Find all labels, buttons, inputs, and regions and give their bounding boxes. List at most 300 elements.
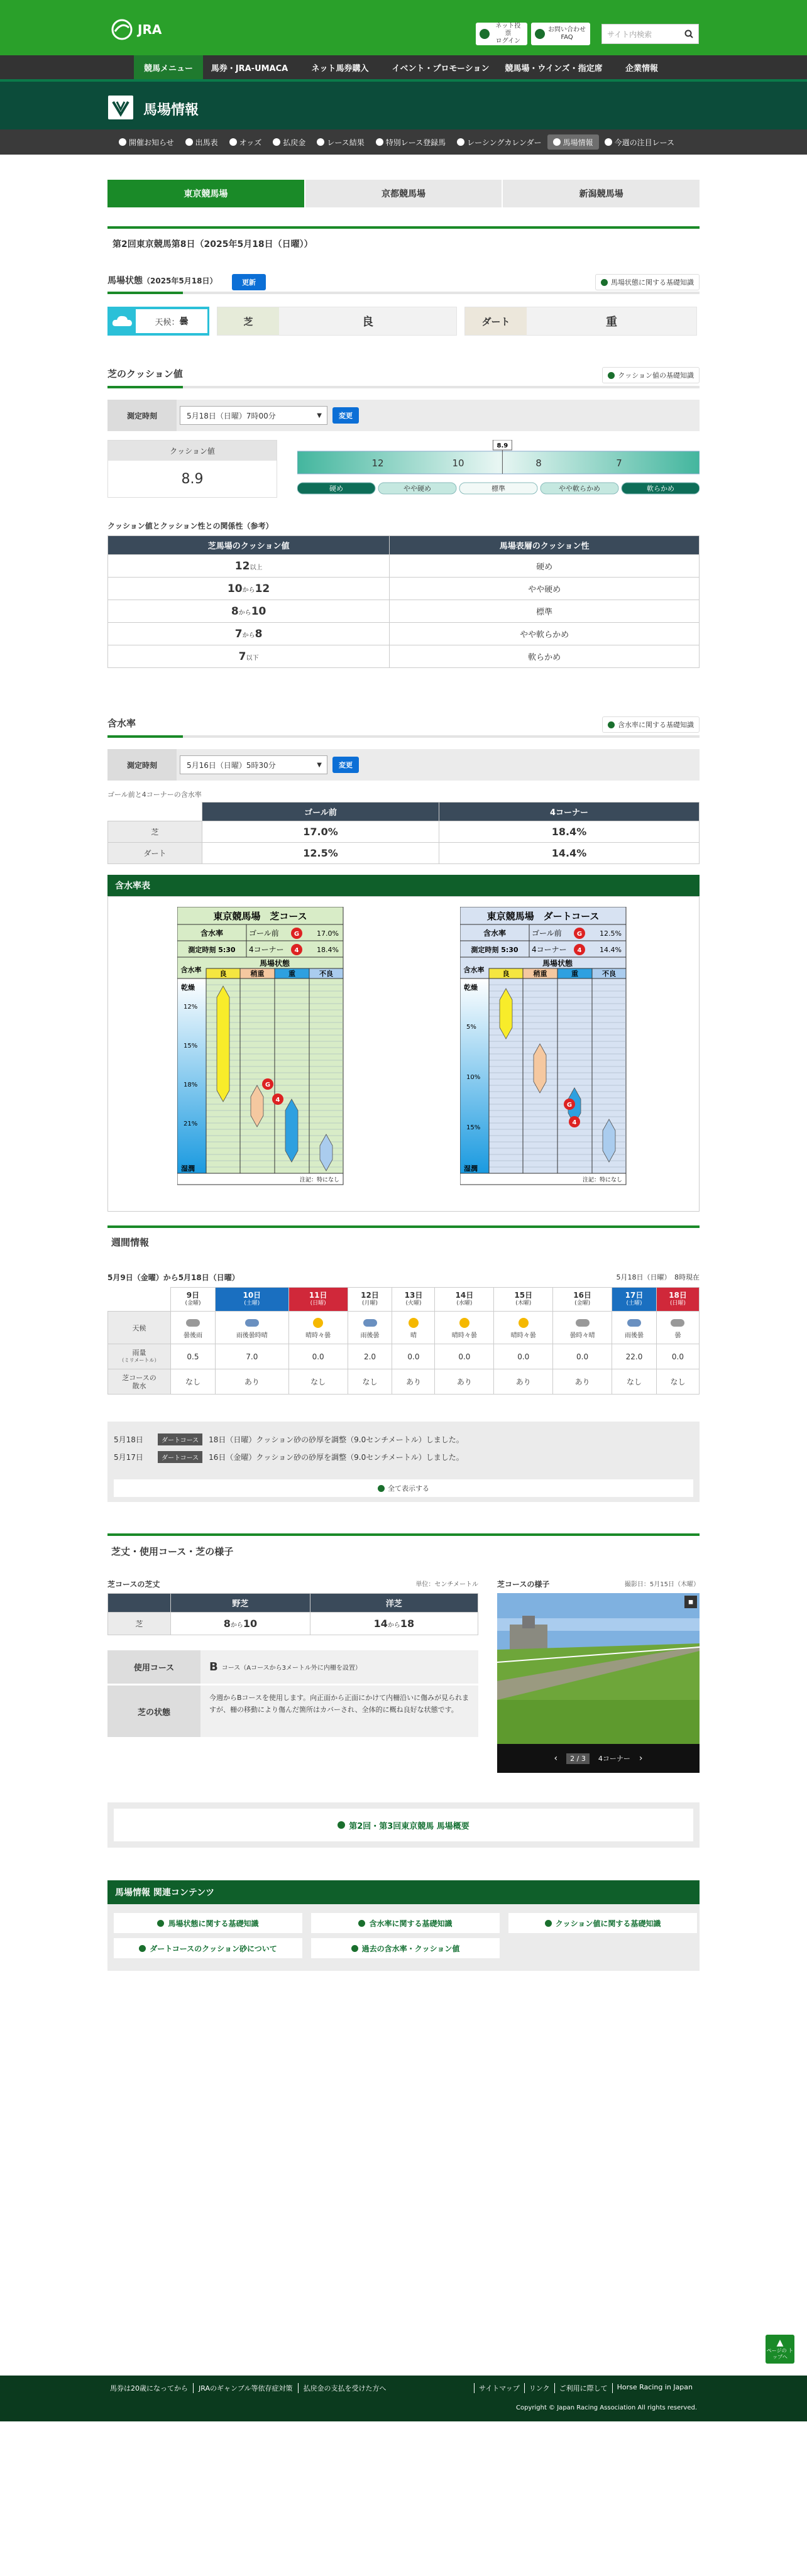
goal-val: 17.0% xyxy=(317,929,339,938)
weather-text: 雨後曇 xyxy=(360,1332,380,1339)
arrow-icon xyxy=(119,138,126,146)
marker-4-label: 4 xyxy=(577,947,582,954)
dry-label: 乾燥 xyxy=(181,984,195,992)
day-number: 10日 xyxy=(243,1290,261,1300)
arrow-icon xyxy=(139,1945,146,1952)
day-header xyxy=(392,1288,435,1312)
sprinkle-cell: なし xyxy=(348,1369,392,1395)
day-header xyxy=(494,1288,553,1312)
related-link[interactable] xyxy=(311,1913,500,1933)
turf-state-row xyxy=(107,1685,478,1737)
scale-bar xyxy=(297,451,700,474)
subnav-item-featured[interactable] xyxy=(599,134,680,150)
axis-tick: 18% xyxy=(184,1082,198,1088)
weather-text: 雨後曇 xyxy=(624,1332,644,1339)
use-course-note: コース（Aコースから3メートル外に内柵を設置） xyxy=(221,1665,361,1672)
related-link[interactable] xyxy=(114,1913,302,1933)
day-header xyxy=(435,1288,494,1312)
select-value: 5月16日（日曜）5時30分 xyxy=(187,760,276,770)
state-range-shape xyxy=(217,986,229,1102)
cushion-value-box xyxy=(107,440,277,498)
related-link-label: 含水率に関する基礎知識 xyxy=(369,1919,453,1928)
photo-page: 2 / 3 xyxy=(566,1753,590,1764)
weather-value: 曇 xyxy=(179,317,189,327)
note-date: 5月18日 xyxy=(114,1435,143,1444)
th-corner: 4コーナー xyxy=(439,803,700,821)
arrow-icon xyxy=(338,1821,345,1829)
day-weekday: (金曜) xyxy=(185,1300,201,1307)
scale-tick-label: 10 xyxy=(452,458,464,469)
weather-text: 曇 xyxy=(674,1332,681,1339)
wet-label: 湿潤 xyxy=(464,1165,478,1173)
moisture-caption: ゴール前と4コーナーの含水率 xyxy=(107,791,202,799)
course-heading: 芝丈・使用コース・芝の様子 xyxy=(111,1546,234,1557)
measure-label: 測定時刻 xyxy=(107,400,177,431)
footer-link[interactable]: リンク xyxy=(524,2383,554,2393)
note-text: 18日（日曜）クッション砂の砂厚を調整（9.0センチメートル）しました。 xyxy=(209,1435,464,1444)
table-row xyxy=(108,623,700,645)
corner-val: 14.4% xyxy=(600,946,622,954)
weather-box xyxy=(107,307,209,336)
cushion-knowledge-button[interactable] xyxy=(602,367,700,383)
scale-tick-label: 12 xyxy=(371,458,384,469)
day-weekday: (土曜) xyxy=(626,1300,642,1307)
range-to: 12 xyxy=(255,582,270,595)
divider xyxy=(107,226,700,229)
related-link-label: 馬場状態に関する基礎知識 xyxy=(168,1919,259,1928)
day-header xyxy=(612,1288,657,1312)
state-col-label: 良 xyxy=(219,970,227,978)
moisture-heading: 含水率 xyxy=(107,718,136,729)
day-number: 11日 xyxy=(309,1290,327,1300)
axis-tick: 15% xyxy=(184,1043,198,1050)
weather-text: 雨後曇時晴 xyxy=(236,1332,268,1339)
th-yoshiba: 洋芝 xyxy=(310,1594,478,1613)
turf-photo xyxy=(497,1593,700,1744)
footer-link[interactable]: 払戻金の支払を受けた方へ xyxy=(298,2383,392,2393)
related-link-label: 過去の含水率・クッション値 xyxy=(361,1944,460,1953)
arrow-icon xyxy=(553,138,561,146)
rain-cell: 0.5 xyxy=(171,1344,216,1369)
gnav-item-company[interactable]: 企業情報 xyxy=(625,63,658,74)
feel-cell: 軟らかめ xyxy=(390,645,700,668)
day-weekday: (月曜) xyxy=(361,1300,378,1307)
sprinkle-cell: あり xyxy=(553,1369,612,1395)
day-weekday: (土曜) xyxy=(244,1300,260,1307)
row-label-turf: 芝 xyxy=(108,1613,171,1635)
faq-label-1: お問い合わせ xyxy=(548,26,586,33)
dirt-goal: 12.5% xyxy=(202,843,439,864)
day-number: 9日 xyxy=(186,1290,200,1300)
range-word: から xyxy=(242,632,255,639)
day-header xyxy=(553,1288,612,1312)
jra-logo[interactable] xyxy=(110,19,162,40)
turf-corner: 18.4% xyxy=(439,821,700,843)
state-col-label: 稍重 xyxy=(250,970,265,978)
lbl-corner: 4コーナー xyxy=(532,945,567,954)
track-state-date: （2025年5月18日） xyxy=(143,277,217,285)
net-vote-login-button[interactable] xyxy=(476,23,527,45)
weekly-table xyxy=(107,1287,700,1395)
range-word: から xyxy=(238,609,251,617)
sprinkle-label-2: 散水 xyxy=(132,1381,146,1390)
weather-cell xyxy=(612,1312,657,1344)
tab-niigata[interactable]: 新潟競馬場 xyxy=(503,180,700,207)
day-number: 12日 xyxy=(361,1290,379,1300)
rain-cell: 0.0 xyxy=(494,1344,553,1369)
day-header xyxy=(656,1288,699,1312)
gnav-item-keiba-menu[interactable]: 競馬メニュー xyxy=(134,55,203,79)
arrow-icon xyxy=(545,1920,552,1927)
subnav-label: 開催お知らせ xyxy=(129,138,174,147)
cloud-icon xyxy=(553,1316,612,1330)
axis-tick: 21% xyxy=(184,1121,198,1127)
arrow-icon xyxy=(601,279,608,286)
axis-tick: 10% xyxy=(466,1074,481,1081)
arrow-icon xyxy=(351,1945,358,1952)
turf-label: 芝 xyxy=(217,307,279,335)
note-date: 5月17日 xyxy=(114,1452,143,1462)
dirt-corner: 14.4% xyxy=(439,843,700,864)
summary-link-box xyxy=(107,1802,700,1848)
subnav-item-entries[interactable] xyxy=(180,134,224,150)
day-header xyxy=(171,1288,216,1312)
range-word: から xyxy=(387,1622,400,1629)
cushion-change-button[interactable] xyxy=(332,407,359,424)
arrow-icon xyxy=(185,138,193,146)
dry-label: 乾燥 xyxy=(464,984,478,992)
marker-g-label: G xyxy=(576,931,583,938)
related-heading: 馬場情報 関連コンテンツ xyxy=(107,1880,700,1904)
yoshiba-range xyxy=(310,1613,478,1635)
use-course-label: 使用コース xyxy=(107,1650,200,1684)
track-knowledge-label: 馬場状態に関する基礎知識 xyxy=(611,278,694,287)
rain-cell: 0.0 xyxy=(553,1344,612,1369)
subnav-item-payout[interactable] xyxy=(267,134,311,150)
note-tag: ダートコース xyxy=(158,1451,202,1463)
arrow-icon xyxy=(608,721,615,728)
use-course-row xyxy=(107,1650,478,1684)
range-to: 8 xyxy=(255,627,263,640)
rain-cell: 2.0 xyxy=(348,1344,392,1369)
subnav-item-results[interactable] xyxy=(311,134,370,150)
search-icon[interactable] xyxy=(684,30,693,38)
weekly-range-row xyxy=(107,1272,700,1285)
weekly-as-of: 5月18日（日曜） 8時現在 xyxy=(616,1273,700,1281)
site-header xyxy=(0,0,807,55)
chevron-down-icon: ▼ xyxy=(317,412,322,419)
sub-nav xyxy=(0,129,807,155)
show-all-button[interactable] xyxy=(114,1479,693,1497)
moisture-chart-panel xyxy=(107,875,700,1212)
range-to: 18 xyxy=(400,1618,415,1630)
gnav-item-event[interactable]: イベント・プロモーション xyxy=(392,63,490,74)
weekly-range: 5月9日（金曜）から5月18日（日曜） xyxy=(107,1273,239,1282)
subnav-label: 出馬表 xyxy=(195,138,218,147)
day-header xyxy=(288,1288,348,1312)
track-icon xyxy=(108,96,133,119)
sprinkle-cell: なし xyxy=(171,1369,216,1395)
photo-heading: 芝コースの様子 xyxy=(497,1580,550,1589)
day-weekday: (金曜) xyxy=(574,1300,591,1307)
page-top-label: ページの トップへ xyxy=(766,2348,794,2360)
cushion-value-area xyxy=(107,440,700,498)
moisture-knowledge-button[interactable] xyxy=(602,716,700,733)
day-header xyxy=(348,1288,392,1312)
weather-text: 曇後雨 xyxy=(183,1332,202,1339)
weekly-header xyxy=(107,1225,700,1251)
update-label: 更新 xyxy=(242,278,256,287)
weather-text: 晴時々曇 xyxy=(510,1332,536,1339)
sun-icon xyxy=(392,1316,434,1330)
cushion-range-cell xyxy=(108,623,390,645)
weather-text: 晴時々曇 xyxy=(451,1332,477,1339)
state-hdr: 馬場状態 xyxy=(259,959,290,968)
state-col-label: 重 xyxy=(288,970,295,978)
noshiba-range xyxy=(171,1613,310,1635)
chart-title: 東京競馬場 ダートコース xyxy=(486,911,600,922)
footer-link[interactable]: ご利用に際して xyxy=(554,2383,612,2393)
axis-tick: 5% xyxy=(466,1024,476,1031)
axis-tick: 12% xyxy=(184,1004,198,1011)
photo-caption: 4コーナー xyxy=(598,1755,630,1763)
lock-icon xyxy=(480,29,490,39)
day-number: 16日 xyxy=(573,1290,591,1300)
marker-g-label: G xyxy=(294,931,300,938)
faq-button[interactable] xyxy=(531,23,590,45)
weather-cell xyxy=(435,1312,494,1344)
rain-icon xyxy=(216,1316,288,1330)
marker-g-label: G xyxy=(566,1102,573,1109)
scale-tick-label: 8 xyxy=(535,458,542,469)
lbl-rate: 含水率 xyxy=(200,929,224,938)
row-label-sprinkle xyxy=(108,1369,171,1395)
page-title: 馬場情報 xyxy=(143,102,199,118)
venue-tabs xyxy=(107,180,700,229)
cushion-value-label: クッション値 xyxy=(108,441,277,461)
footer-link[interactable]: サイトマップ xyxy=(474,2383,524,2393)
scale-label: やや硬め xyxy=(404,485,431,493)
weather-cell xyxy=(171,1312,216,1344)
select-value: 5月18日（日曜）7時00分 xyxy=(187,411,276,420)
cloud-icon xyxy=(109,309,136,334)
state-col-label: 稍重 xyxy=(533,970,547,978)
scale-label: 軟らかめ xyxy=(647,485,674,493)
prev-photo-button[interactable]: ‹ xyxy=(554,1753,558,1763)
sprinkle-cell: あり xyxy=(494,1369,553,1395)
marker-4-label: 4 xyxy=(294,947,299,954)
day-number: 18日 xyxy=(669,1290,687,1300)
lbl-time: 測定時刻 5:30 xyxy=(188,946,236,954)
lbl-rate-axis: 含水率 xyxy=(463,966,485,974)
weather-row xyxy=(108,1312,700,1344)
tab-tokyo[interactable]: 東京競馬場 xyxy=(107,180,304,207)
state-col-label: 良 xyxy=(502,970,510,978)
cushion-range-cell xyxy=(108,578,390,600)
day-number: 13日 xyxy=(404,1290,423,1300)
related-link[interactable] xyxy=(508,1913,697,1933)
footer-link[interactable]: JRAのギャンブル等依存症対策 xyxy=(193,2383,298,2393)
update-button[interactable] xyxy=(232,274,266,290)
state-range-shape xyxy=(285,1099,298,1162)
course-area xyxy=(107,1579,700,1780)
gnav-item-net-baken[interactable]: ネット馬券購入 xyxy=(311,63,369,74)
turf-state-box xyxy=(217,307,457,336)
day-weekday: (火曜) xyxy=(405,1300,422,1307)
rain-cell: 0.0 xyxy=(435,1344,494,1369)
search-input[interactable] xyxy=(601,24,699,44)
related-link-label: ダートコースのクッション砂について xyxy=(150,1944,277,1953)
moisture-chart-bar: 含水率表 xyxy=(107,875,700,896)
turf-value: 良 xyxy=(279,307,456,335)
cushion-value: 8.9 xyxy=(181,471,204,487)
summary-link[interactable] xyxy=(114,1809,693,1841)
subnav-label: 特別レース登録馬 xyxy=(385,138,446,147)
related-content xyxy=(107,1880,700,1971)
day-weekday: (木曜) xyxy=(515,1300,532,1307)
scale-label: やや軟らかめ xyxy=(559,485,600,493)
footer-link[interactable]: Horse Racing in Japan xyxy=(612,2383,697,2393)
rain-cell: 22.0 xyxy=(612,1344,657,1369)
footer-link[interactable]: 馬券は20歳になってから xyxy=(110,2384,188,2392)
meeting-title: 第2回東京競馬第8日（2025年5月18日（日曜）） xyxy=(113,239,313,249)
day-number: 15日 xyxy=(514,1290,533,1300)
cloud-icon xyxy=(171,1316,215,1330)
range-from: 8 xyxy=(223,1618,231,1630)
moisture-measure-row xyxy=(107,749,700,781)
row-label-rain xyxy=(108,1344,171,1369)
relation-caption: クッション値とクッション性との関係性（参考） xyxy=(107,522,273,530)
turf-state-text: 今週からBコースを使用します。向正面から正面にかけて内柵沿いに傷みが見られますが、柵の移動により傷んだ箇所はカバーされ、全体的に概ね良好な状態です。 xyxy=(200,1685,478,1737)
arrow-up-icon: ▲ xyxy=(776,2338,784,2348)
related-link[interactable] xyxy=(311,1938,500,1958)
plus-icon xyxy=(378,1485,385,1492)
related-link[interactable] xyxy=(114,1938,302,1958)
rain-cell: 0.0 xyxy=(288,1344,348,1369)
sprinkle-cell: なし xyxy=(612,1369,657,1395)
cushion-time-select[interactable] xyxy=(180,406,327,425)
sprinkle-cell: あり xyxy=(435,1369,494,1395)
moisture-chart-box xyxy=(107,896,700,1212)
gnav-item-keibajo[interactable]: 競馬場・ウインズ・指定席 xyxy=(505,63,603,74)
range-word: 以上 xyxy=(250,564,263,571)
subnav-item-track-info[interactable] xyxy=(547,134,599,150)
lbl-time: 測定時刻 5:30 xyxy=(471,946,519,954)
cushion-heading: 芝のクッション値 xyxy=(107,368,183,380)
weather-cell xyxy=(553,1312,612,1344)
sun-icon xyxy=(494,1316,552,1330)
sprinkle-row xyxy=(108,1369,700,1395)
subnav-item-news[interactable] xyxy=(113,134,180,150)
range-from: 7 xyxy=(234,627,243,640)
range-word: から xyxy=(242,586,255,594)
arrow-icon xyxy=(358,1920,365,1927)
th-noshiba: 野芝 xyxy=(171,1594,310,1613)
list-item xyxy=(114,1430,693,1448)
summary-link-label: 第2回・第3回東京競馬 馬場概要 xyxy=(349,1821,469,1831)
subnav-item-calendar[interactable] xyxy=(451,134,547,150)
moisture-time-select[interactable] xyxy=(180,755,327,774)
lbl-rate: 含水率 xyxy=(483,929,507,938)
state-hdr: 馬場状態 xyxy=(542,959,573,968)
turf-photo-viewer xyxy=(497,1593,700,1773)
change-label: 変更 xyxy=(339,761,353,769)
cushion-range-cell xyxy=(108,645,390,668)
weekly-notes xyxy=(107,1422,700,1502)
arrow-icon xyxy=(229,138,237,146)
moisture-table xyxy=(107,802,700,864)
course-header xyxy=(107,1533,700,1559)
dirt-moisture-chart xyxy=(460,907,630,1190)
login-label-2: ログイン xyxy=(495,38,521,45)
subnav-label: 馬場情報 xyxy=(563,138,593,147)
search-placeholder: サイト内検索 xyxy=(607,30,652,39)
global-nav xyxy=(0,55,807,79)
scale-label: 標準 xyxy=(491,485,505,493)
sprinkle-cell: あり xyxy=(215,1369,288,1395)
day-header xyxy=(215,1288,288,1312)
lbl-corner: 4コーナー xyxy=(249,945,284,954)
track-knowledge-button[interactable] xyxy=(595,274,700,290)
list-item xyxy=(114,1448,693,1466)
rain-cell: 0.0 xyxy=(392,1344,435,1369)
gnav-item-baken[interactable]: 馬券・JRA-UMACA xyxy=(211,63,288,74)
weather-cell xyxy=(494,1312,553,1344)
day-number: 14日 xyxy=(455,1290,474,1300)
turf-state-label: 芝の状態 xyxy=(107,1685,200,1737)
subnav-label: レーシングカレンダー xyxy=(467,138,542,147)
sprinkle-cell: なし xyxy=(656,1369,699,1395)
dirt-label: ダート xyxy=(465,307,527,335)
copyright: Copyright © Japan Racing Association All rights reserved. xyxy=(516,2404,697,2411)
moisture-header xyxy=(107,716,700,742)
next-photo-button[interactable]: › xyxy=(639,1753,643,1763)
table-row xyxy=(108,645,700,668)
height-unit: 単位：センチメートル xyxy=(415,1581,478,1588)
subnav-item-odds[interactable] xyxy=(224,134,268,150)
feel-cell: やや硬め xyxy=(390,578,700,600)
rain-icon xyxy=(612,1316,656,1330)
tab-kyoto[interactable]: 京都競馬場 xyxy=(304,180,503,207)
question-icon xyxy=(535,29,545,39)
moisture-knowledge-label: 含水率に関する基礎知識 xyxy=(618,721,694,729)
weather-cell xyxy=(288,1312,348,1344)
height-heading: 芝コースの芝丈 xyxy=(107,1580,160,1589)
corner-val: 18.4% xyxy=(317,946,339,954)
weather-text: 晴時々曇 xyxy=(305,1332,331,1339)
state-col-label: 重 xyxy=(571,970,578,978)
arrow-icon xyxy=(157,1920,164,1927)
weather-cell xyxy=(215,1312,288,1344)
moisture-change-button[interactable] xyxy=(332,757,359,773)
expand-icon[interactable]: ◼ xyxy=(684,1596,697,1608)
range-from: 14 xyxy=(373,1618,388,1630)
range-word: から xyxy=(230,1622,243,1629)
arrow-icon xyxy=(605,138,612,146)
page-top-button[interactable] xyxy=(766,2335,794,2364)
subnav-item-special[interactable] xyxy=(370,134,451,150)
arrow-icon xyxy=(317,138,324,146)
feel-cell: やや軟らかめ xyxy=(390,623,700,645)
lbl-goal: ゴール前 xyxy=(249,929,279,938)
cushion-range-cell xyxy=(108,600,390,623)
marker-g-label: G xyxy=(265,1082,271,1088)
cushion-knowledge-label: クッション値の基礎知識 xyxy=(618,371,694,380)
logo-text: JRA xyxy=(138,22,162,37)
arrow-icon xyxy=(608,372,615,379)
marker-4-label: 4 xyxy=(275,1097,280,1104)
rain-unit: （ミリメートル） xyxy=(119,1357,160,1363)
